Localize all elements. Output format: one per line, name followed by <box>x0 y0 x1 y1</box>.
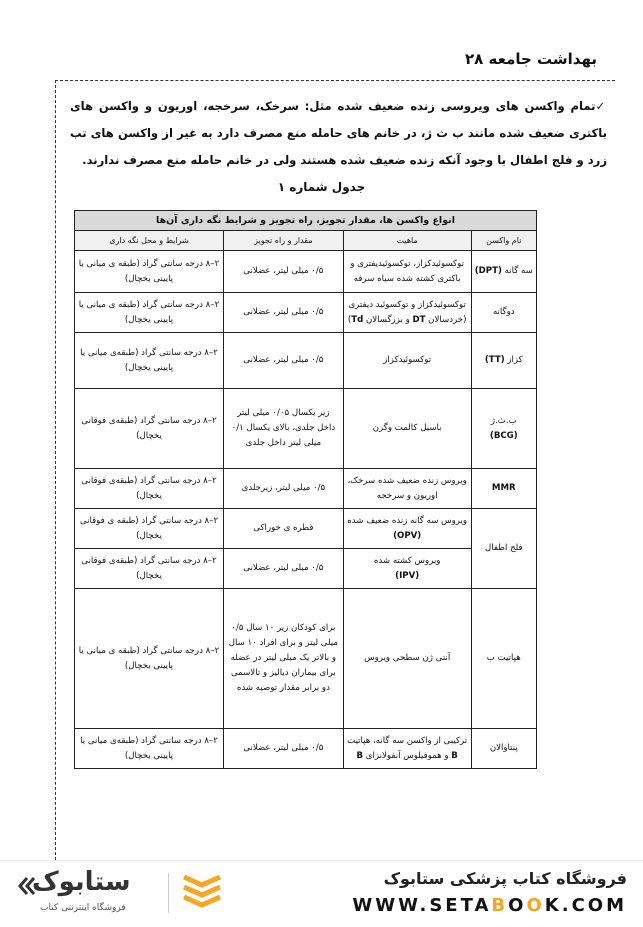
margin-divider <box>55 80 56 860</box>
nature-td: Td <box>351 314 364 325</box>
vaccine-name: پنتاوالان <box>471 729 536 769</box>
vaccine-dose: ۰/۵ میلی لیتر، عضلانی <box>223 333 343 389</box>
nature-post: ) <box>347 314 352 325</box>
nature-mid: و بزرگسالان <box>363 314 413 325</box>
vaccine-dose: ۰/۵ میلی لیتر، عضلانی <box>223 293 343 333</box>
header-name: نام واکسن <box>471 231 536 251</box>
nature-text: ویروس سه گانه زنده ضعیف شده <box>347 515 468 526</box>
table-title: انواع واکسن ها، مقدار تجویز، راه تجویز و شرایط نگه داری آن‌ها <box>75 211 537 231</box>
nature-mid: و هموفیلوس آنفولانزای <box>363 750 452 761</box>
site-url-part: WWW.SETA <box>352 895 492 916</box>
vaccine-name <box>471 389 536 469</box>
vaccine-name <box>471 251 536 293</box>
vaccine-storage: ۲–۸ درجه سانتی گراد (طبقه ی میانی یا پایینی یخچال) <box>75 251 224 293</box>
vaccine-nature: توکسوئیدکزاز، توکسوئیدیفتری و باکتری کشته شده سیاه سرفه <box>343 251 471 293</box>
logo-subtitle: فروشگاه اینترنتی کتاب <box>40 903 126 913</box>
table-row <box>75 549 537 589</box>
vaccine-dose: ۰/۵ میلی لیتر، عضلانی <box>223 251 343 293</box>
vaccine-nature: ویروس زنده ضعیف شده سرخک، اوریون و سرخجه <box>343 469 471 509</box>
table-row <box>75 293 537 333</box>
vaccine-name <box>471 333 536 389</box>
site-url-accent: O <box>526 895 545 916</box>
table-row <box>75 589 537 729</box>
vaccine-name: دوگانه <box>471 293 536 333</box>
vaccine-storage: ۲–۸ درجه سانتی گراد (طبقه‌ی فوقانی یخچال) <box>75 469 224 509</box>
vaccine-dose: برای کودکان زیر ۱۰ سال ۰/۵ میلی لیتر و برای افراد ۱۰ سال و بالاتر یک میلی لیتر در عضله برای بیماران دیالیز و تالاسمی دو برابر مقدار توصیه شده <box>223 589 343 729</box>
vaccine-nature <box>343 549 471 589</box>
vaccine-nature: توکسوئیدکزاز <box>343 333 471 389</box>
book-stack-icon <box>180 871 224 915</box>
intro-paragraph <box>70 93 607 174</box>
intro-text: تمام واکسن های ویروسی زنده ضعیف شده مثل: سرخک، سرخجه، اوریون و واکسن های باکتری ضعیف شده مانند ب ث ژ، در خانم های حامله منع مصرف دارد به غیر از واکسن های تب زرد و فلج اطفال با وجود آنکه زنده ضعیف شده هستند ولی در خانم حامله منع مصرف ندارند. <box>70 99 607 167</box>
vaccine-abbr: (TT) <box>484 355 505 365</box>
vaccine-name-text: ب.ث.ژ <box>490 415 517 426</box>
header-nature: ماهیت <box>343 231 471 251</box>
vaccine-dose: ۰/۵ میلی لیتر، عضلانی <box>223 729 343 769</box>
vaccine-name: فلج اطفال <box>471 509 536 589</box>
vaccine-name: MMR <box>471 469 536 509</box>
table-row <box>75 333 537 389</box>
vaccine-storage: ۲–۸ درجه سانتی گراد (طبقه ی فوقانی یخچال) <box>75 509 224 549</box>
vaccine-storage: ۲–۸ درجه سانتی گراد (طبقه ی میانی یا پایینی یخچال) <box>75 589 224 729</box>
vaccine-dose: قطره ی خوراکی <box>223 509 343 549</box>
table-row <box>75 509 537 549</box>
check-icon: ✓ <box>595 99 607 113</box>
vaccine-nature <box>343 509 471 549</box>
vaccine-dose: زیر یکسال ۰/۰۵ میلی لیتر داخل جلدی، بالای یکسال ۰/۱ میلی لیتر داخل جلدی <box>223 389 343 469</box>
vaccine-abbr: (IPV) <box>395 570 420 581</box>
nature-text: توکسوئیدکزاز و توکسوئید دیفتری <box>348 299 466 310</box>
table-row <box>75 729 537 769</box>
logo-text: ستابوک <box>32 867 131 897</box>
header-storage: شرایط و محل نگه داری <box>75 231 224 251</box>
vaccine-storage: ۲–۸ درجه سانتی گراد (طبقه‌ی میانی یا پایینی یخچال) <box>75 333 224 389</box>
nature-pre: (خردسالان <box>425 314 467 325</box>
page-title: بهداشت جامعه ۲۸ <box>464 50 597 68</box>
table-caption: جدول شماره ۱ <box>277 180 366 194</box>
vaccine-abbr: (DPT) <box>474 266 502 276</box>
vaccine-nature: آنتی ژن سطحی ویروس <box>343 589 471 729</box>
vaccine-name: هپاتیت ب <box>471 589 536 729</box>
vaccine-table <box>74 210 537 769</box>
vaccine-name-text: سه گانه <box>504 266 533 276</box>
header-dose: مقدار و راه تجویز <box>223 231 343 251</box>
nature-pre: ترکیبی از واکسن سه گانه، هپاتیت <box>347 735 468 746</box>
vaccine-dose: ۰/۵ میلی لیتر، زیرجلدی <box>223 469 343 509</box>
table-row <box>75 469 537 509</box>
vaccine-abbr: (OPV) <box>393 530 422 541</box>
vaccine-nature <box>343 293 471 333</box>
vaccine-nature: باسیل کالمت وگرن <box>343 389 471 469</box>
nature-b2: B <box>356 750 364 761</box>
vaccine-storage: ۲–۸ درجه سانتی گراد (طبقه‌ی فوقانی یخچال) <box>75 389 224 469</box>
site-url-part: O <box>508 895 527 916</box>
site-url-accent: B <box>491 895 509 916</box>
vaccine-storage: ۲–۸ درجه سانتی گراد (طبقه ی میانی یا پایینی یخچال) <box>75 293 224 333</box>
vaccine-dose: ۰/۵ میلی لیتر، عضلانی <box>223 549 343 589</box>
nature-text: ویروس کشته شده <box>373 555 441 566</box>
vaccine-storage: ۲–۸ درجه سانتی گراد (طبقه‌ی میانی یا پایینی یخچال) <box>75 729 224 769</box>
logo-divider <box>168 873 169 913</box>
vaccine-name-text: کزاز <box>507 355 523 365</box>
nature-b1: B <box>451 750 458 761</box>
shop-name: فروشگاه کتاب پزشکی ستابوک <box>383 869 627 888</box>
vaccine-storage: ۲–۸ درجه سانتی گراد (طبقه‌ی فوقانی یخچال) <box>75 549 224 589</box>
site-url-part: K.COM <box>544 895 627 916</box>
table-row <box>75 251 537 293</box>
site-url[interactable] <box>352 895 627 916</box>
store-banner <box>0 860 643 927</box>
table-row <box>75 389 537 469</box>
vaccine-abbr: (BCG) <box>489 430 518 441</box>
vaccine-nature <box>343 729 471 769</box>
header-divider <box>55 80 615 81</box>
nature-dt: DT <box>412 314 426 325</box>
